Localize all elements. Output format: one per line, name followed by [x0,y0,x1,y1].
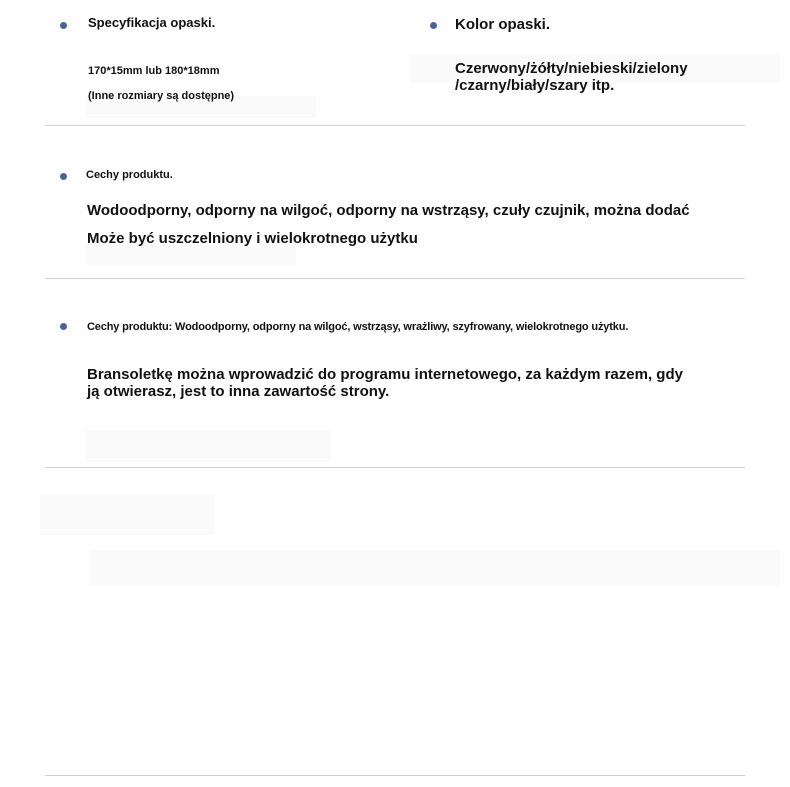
background-smudge [90,550,780,585]
bullet-icon [60,22,67,29]
section-divider [45,125,745,126]
background-smudge [86,430,331,462]
band-spec-sizes: 170*15mm lub 180*18mm [88,65,220,77]
features-line-1: Wodoodporny, odporny na wilgoć, odporny na wstrząsy, czuły czujnik, można dodać [87,202,690,219]
web-program-line-2: ją otwierasz, jest to inna zawartość strony. [87,383,390,400]
bullet-icon [60,173,67,180]
web-program-line-1: Bransoletkę można wprowadzić do programu internetowego, za każdym razem, gdy [87,366,683,383]
band-spec-heading: Specyfikacja opaski. [88,15,216,30]
band-color-heading: Kolor opaski. [455,16,551,33]
section-divider [45,278,745,279]
bullet-icon [430,22,437,29]
band-spec-note: (Inne rozmiary są dostępne) [88,90,235,102]
features-summary-heading: Cechy produktu: Wodoodporny, odporny na wilgoć, wstrząsy, wrażliwy, szyfrowany, wielokrotnego użytku. [87,321,629,333]
background-smudge [40,495,215,535]
background-smudge [86,245,296,265]
features-heading: Cechy produktu. [86,169,173,181]
section-divider [45,467,745,468]
features-line-2: Może być uszczelniony i wielokrotnego użytku [87,230,418,247]
band-color-list-2: /czarny/biały/szary itp. [455,77,615,94]
section-divider [45,775,745,776]
bullet-icon [60,323,67,330]
band-color-list-1: Czerwony/żółty/niebieski/zielony [455,60,688,77]
